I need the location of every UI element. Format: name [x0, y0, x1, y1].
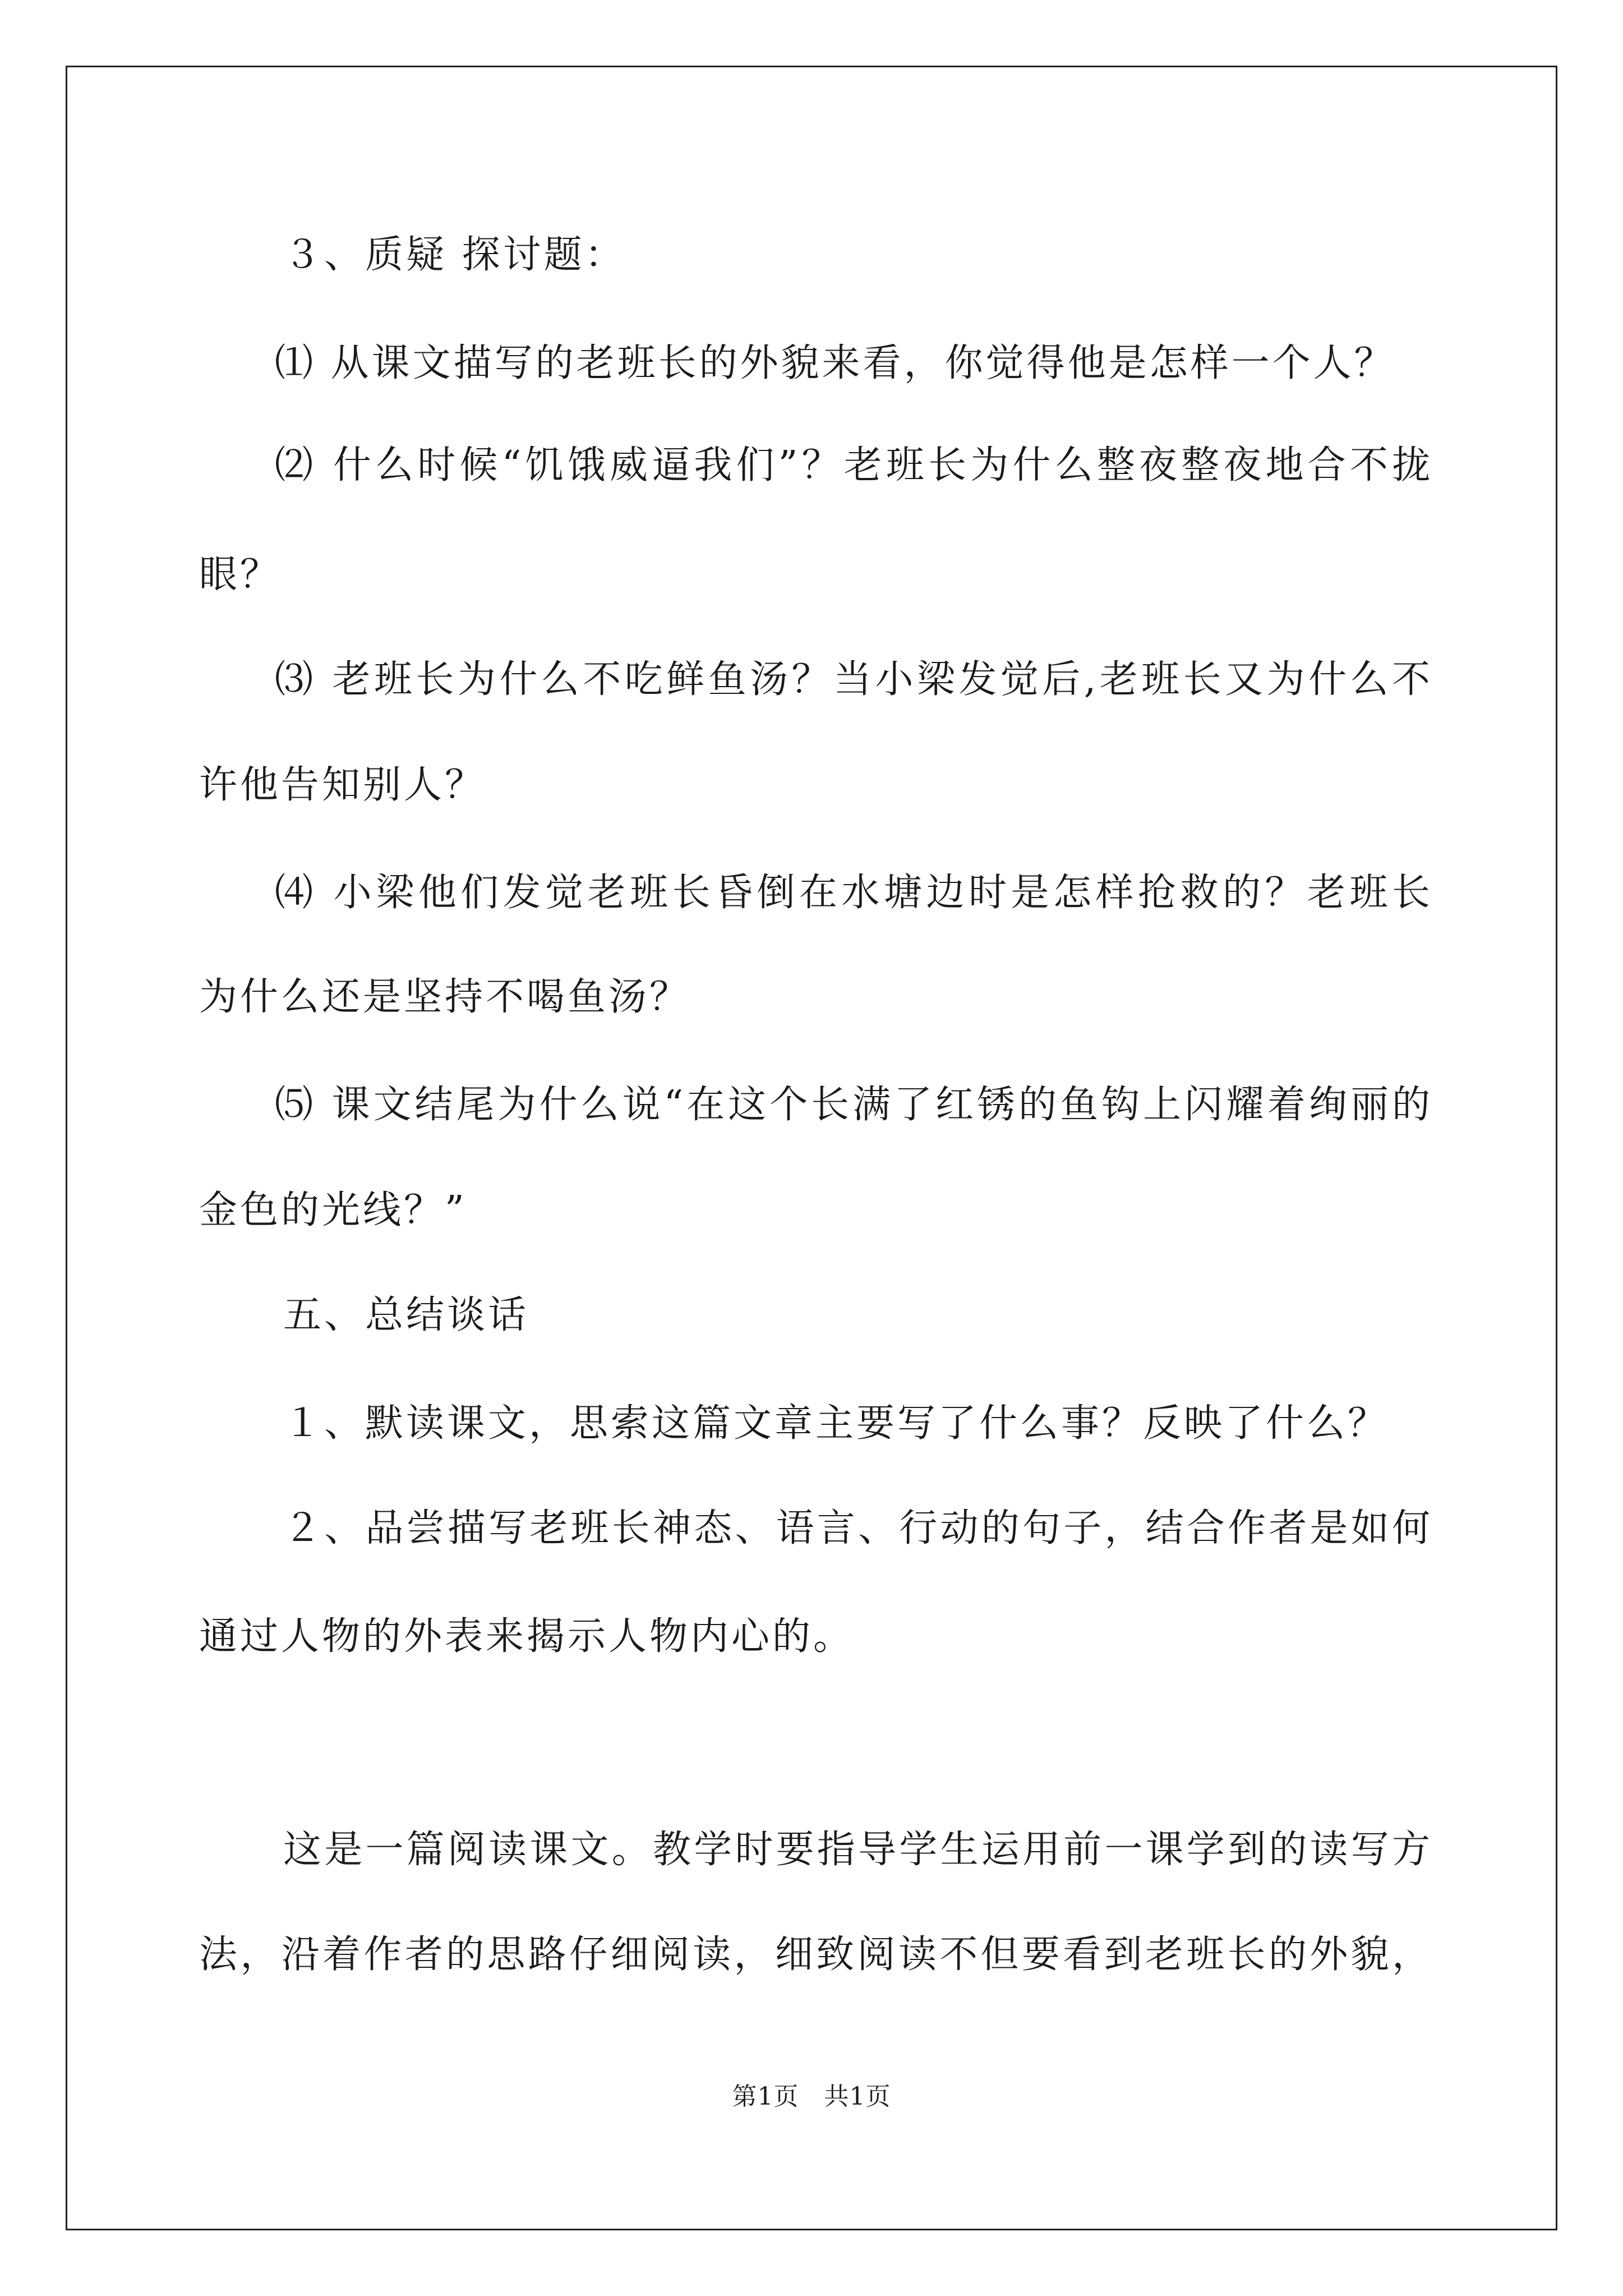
text-line-10: 金色的光线？” [199, 1188, 467, 1232]
text-line-5: ⑶ 老班长为什么不吃鲜鱼汤？当小梁发觉后,老班长又为什么不 [275, 657, 1433, 702]
text-line-7: ⑷ 小梁他们发觉老班长昏倒在水塘边时是怎样抢救的？老班长 [275, 871, 1433, 915]
text-line-11: 五、总结谈话 [283, 1293, 529, 1337]
text-line-4: 眼？ [199, 553, 282, 597]
text-line-6: 许他告知别人？ [199, 763, 486, 807]
text-line-8: 为什么还是坚持不喝鱼汤？ [199, 975, 691, 1019]
text-line-2: ⑴ 从课文描写的老班长的外貌来看，你觉得他是怎样一个人？ [275, 341, 1395, 385]
text-line-3: ⑵ 什么时候“饥饿威逼我们”？老班长为什么整夜整夜地合不拢 [275, 443, 1433, 487]
text-line-15: 这是一篇阅读课文。教学时要指导学生运用前一课学到的读写方 [283, 1828, 1433, 1872]
text-line-14: 通过人物的外表来揭示人物内心的。 [199, 1614, 855, 1659]
text-line-16: 法，沿着作者的思路仔细阅读，细致阅读不但要看到老班长的外貌， [199, 1932, 1433, 1977]
text-line-13: ２、品尝描写老班长神态、语言、行动的句子，结合作者是如何 [283, 1506, 1433, 1550]
page-border [66, 66, 1557, 2230]
page-footer: 第1页 共1页 [732, 2082, 891, 2111]
text-line-12: １、默读课文，思索这篇文章主要写了什么事？反映了什么？ [283, 1401, 1389, 1446]
text-line-1: ３、质疑 探讨题： [283, 233, 626, 277]
text-line-9: ⑸ 课文结尾为什么说“在这个长满了红锈的鱼钩上闪耀着绚丽的 [275, 1083, 1433, 1127]
